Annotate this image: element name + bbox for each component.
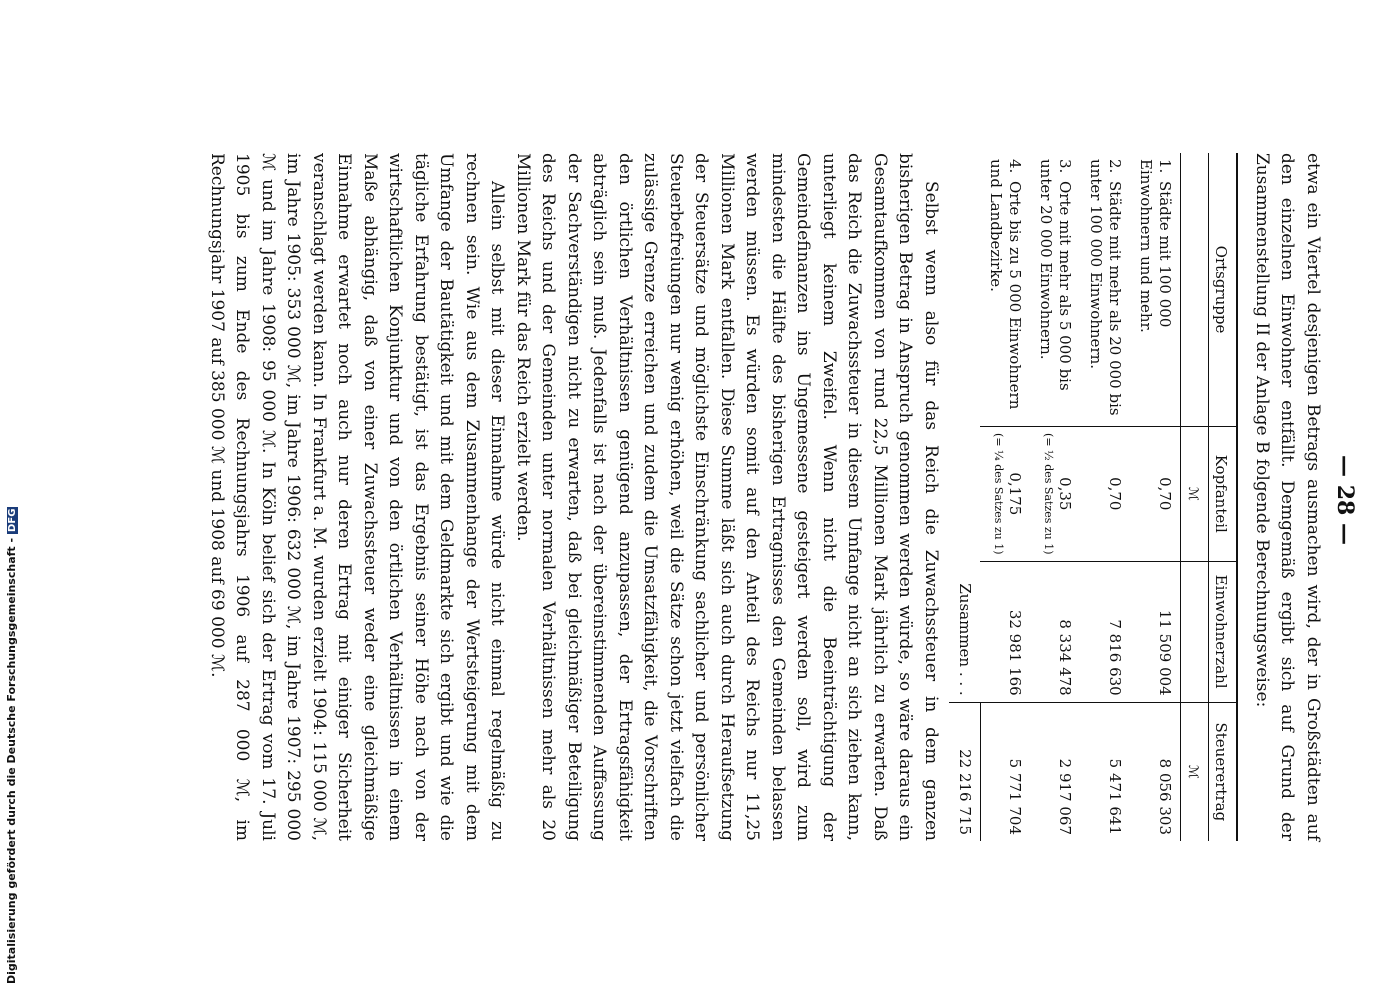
share-value: 0,35 [1056,477,1075,511]
cell-group [1131,153,1182,427]
header-einwohnerzahl: Einwohnerzahl [1209,561,1238,702]
credit-text: Digitalisierung gefördert durch die Deutsche Forschungsgemeinschaft - [5,537,18,984]
cell-group [1031,153,1081,427]
cell-revenue: 2 917 067 [1031,702,1081,841]
intro-paragraph: etwa ein Viertel desjenigen Betrags ausmachen wird, der in Großstädten auf den einzelnen Einwohner entfällt. Demgemäß ergibt sich auf Grund der Zusammenstellung II der Anlage B folgende Berechnungsweise: [1252,153,1323,841]
share-value: 0,175 [1006,472,1025,516]
cell-share [1031,427,1081,561]
table-row [981,153,1031,841]
cell-share [1131,427,1182,561]
cell-population: 32 981 166 [981,561,1031,702]
cell-population: 11 509 004 [1131,561,1182,702]
cell-group [1081,153,1131,427]
cell-share [981,427,1031,561]
header-ortsgruppe: Ortsgruppe [1209,153,1238,427]
header-kopfanteil: Kopfanteil [1209,427,1238,561]
cell-share [1081,427,1131,561]
page-content [204,153,1326,841]
unit-einwohnerzahl [1181,561,1209,702]
body-paragraph: Allein selbst mit dieser Einnahme würde nicht einmal regelmäßig zu rechnen sein. Wie aus dem Zusammenhange der Wertsteigerung mit dem Umfange der Bautätigkeit und mit dem Geldmarkte sich ergibt und wie die tägliche Erfahrung bestätigt, ist das Ergebnis seiner Höhe nach von der wirtschaftlichen Konjunktur und von den örtlichen Verhältnissen in einem Maße abhängig, daß von einer Zuwachssteuer weder eine gleichmäßige Einnahme erwartet noch auch nur deren Ertrag mit einiger Sicherheit veranschlagt werden kann. In Frankfurt a. M. wurden erzielt 1904: 115 000 ℳ, im Jahre 1905: 353 000 ℳ, im Jahre 1906: 632 000 ℳ, im Jahre 1907: 295 000 ℳ und im Jahre 1908: 95 000 ℳ. In Köln belief sich der Ertrag vom 17. Juli 1905 bis zum Ende des Rechnungsjahrs 1906 auf 287 000 ℳ, im Rechnungsjahr 1907 auf 385 000 ℳ und 1908 auf 69 000 ℳ. [207,153,508,841]
table-row [1031,153,1081,841]
total-spacer [949,153,981,427]
cell-group [981,153,1031,427]
cell-revenue: 8 056 303 [1131,702,1182,841]
table-row [1081,153,1131,841]
share-value: 0,70 [1106,477,1125,511]
table-unit-row [1181,153,1209,841]
total-value: 22 216 715 [949,702,981,841]
page-number: — 28 — [1332,455,1358,545]
group-label: Städte mit mehr als 20 000 bis unter 100 000 Einwohnern. [1087,159,1125,416]
tax-revenue-table [949,153,1239,841]
digitization-credit [5,507,18,984]
group-label: Orte bis zu 5 000 Einwohnern und Landbezirke. [987,159,1025,410]
body-paragraph: Selbst wenn also für das Reich die Zuwachssteuer in dem ganzen bisherigen Betrag in Anspruch genommen werden würde, so wäre daraus ein Gesamtaufkommen von rund 22,5 Millionen Mark jährlich zu erwarten. Daß das Reich die Zuwachssteuer in diesem Umfange nicht an sich ziehen kann, unterliegt keinem Zweifel. Wenn nicht die Beeinträchtigung der Gemeindefinanzen ins Ungemessene gesteigert werden soll, wird zum mindesten die Hälfte des bisherigen Ertragnisses den Gemeinden belassen werden müssen. Es würden somit auf den Anteil des Reichs nur 11,25 Millionen Mark entfallen. Diese Summe läßt sich auch durch Heraufsetzung der Steuersätze und möglichste Einschränkung sachlicher und persönlicher Steuerbefreiungen nur wenig erhöhen, weil die Sätze schon jetzt vielfach die zulässige Grenze erreichen und zudem die Umsatzfähigkeit, die Vorschriften den örtlichen Verhältnissen genügend anzupassen, der Ertragsfähigkeit abträglich sein muß. Jedenfalls ist nach der übereinstimmenden Auffassung der Sachverständigen nicht zu erwarten, daß bei gleichmäßiger Beteiligung des Reichs und der Gemeinden unter normalen Verhältnissen mehr als 20 Millionen Mark für das Reich erzielt werden. [513,153,941,841]
total-label: Zusammen . . . [956,583,975,696]
share-note: (= ½ des Satzes zu 1) [1042,433,1056,555]
share-note: (= ¼ des Satzes zu 1) [992,433,1006,555]
unit-ortsgruppe [1181,153,1209,427]
row-number: 4. [1006,159,1025,174]
header-steuerertrag: Steuerertrag [1209,702,1238,841]
row-number: 1. [1156,159,1175,174]
cell-population: 8 334 478 [1031,561,1081,702]
table-row [1131,153,1182,841]
cell-revenue: 5 771 704 [981,702,1031,841]
cell-revenue: 5 471 641 [1081,702,1131,841]
row-number: 2. [1106,159,1125,174]
row-number: 3. [1056,159,1075,174]
table-header-row [1209,153,1238,841]
total-spacer [949,427,981,561]
table-total-row [949,153,981,841]
group-label: Orte mit mehr als 5 000 bis unter 20 000 Einwohnern. [1037,159,1075,391]
unit-steuerertrag: ℳ [1181,702,1209,841]
unit-kopfanteil: ℳ [1181,427,1209,561]
dfg-logo-icon: DFG [7,508,18,532]
share-value: 0,70 [1156,477,1175,511]
group-label: Städte mit 100 000 Einwohnern und mehr. [1137,159,1175,333]
cell-population: 7 816 630 [1081,561,1131,702]
